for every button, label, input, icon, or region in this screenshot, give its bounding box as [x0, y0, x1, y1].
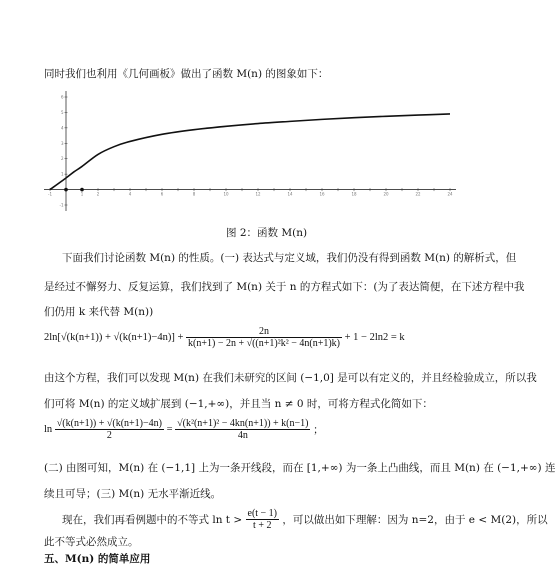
curve-m-n	[50, 114, 450, 190]
eq2-ln: ln	[44, 424, 53, 435]
x-tick-label: 12	[255, 191, 261, 197]
x-tick-label: 20	[383, 191, 389, 197]
y-tick-label: 2	[60, 156, 64, 162]
section-heading: 五、M(n) 的简单应用	[44, 553, 151, 565]
inequality-fraction	[246, 508, 280, 531]
eq2-lhs-num: √(k(n+1)) + √(k(n+1)−4n)	[56, 418, 162, 429]
para3-line2: 续且可导；(三) M(n) 无水平渐近线。	[44, 488, 222, 500]
x-tick-label: 6	[160, 191, 164, 197]
para1-line3: 们仍用 k 来代替 M(n))	[44, 306, 154, 318]
ineq-num: e(t − 1)	[247, 508, 278, 519]
equation-2	[44, 418, 324, 441]
para4-line1	[62, 508, 548, 531]
eq1-right: + 1 − 2ln2 = k	[344, 332, 405, 343]
y-tick-label: 6	[60, 94, 64, 100]
para2-line1: 由这个方程，我们可以发现 M(n) 在我们未研究的区间 (−1,0] 是可以有定义的，并且经检验成立，所以我	[44, 372, 537, 384]
eq2-lhs-fraction	[55, 418, 164, 441]
eq1-frac-den: k(n+1) − 2n + √((n+1)²k² − 4n(n+1)k)	[188, 338, 340, 349]
intro-line: 同时我们也利用《几何画板》做出了函数 M(n) 的图象如下：	[44, 68, 329, 80]
marked-point	[80, 188, 84, 192]
x-tick-label: 10	[223, 191, 229, 197]
eq1-left: 2ln[√(k(n+1)) + √(k(n+1)−4n)] +	[44, 332, 184, 343]
eq1-fraction	[186, 326, 342, 349]
y-tick-label: 1	[60, 171, 64, 177]
function-graph	[44, 91, 456, 211]
x-tick-label: 16	[319, 191, 325, 197]
x-tick-label: 14	[287, 191, 293, 197]
ineq-den: t + 2	[253, 520, 272, 531]
equation-1	[44, 326, 405, 349]
eq2-end: ；	[313, 425, 324, 436]
eq2-rhs-num: √(k²(n+1)² − 4kn(n+1)) + k(n−1)	[177, 418, 309, 429]
para3-line1: (二) 由图可知，M(n) 在 (−1,1] 上为一条开线段，而在 [1,+∞) 为一条上凸曲线，而且 M(n) 在 (−1,+∞) 连	[44, 462, 555, 474]
x-tick-label: 1	[80, 191, 84, 197]
y-tick-label: 3	[60, 140, 64, 146]
para4-text-b: ，可以做出如下理解：因为 n=2，由于 e < M(2)，所以	[282, 514, 548, 526]
x-tick-label: 22	[415, 191, 421, 197]
para4-text-a: 现在，我们再看例题中的不等式 ln t >	[62, 514, 243, 526]
x-tick-label: 4	[128, 191, 132, 197]
eq2-rhs-fraction	[175, 418, 310, 441]
y-tick-label: 5	[60, 109, 64, 115]
para2-line2: 们可将 M(n) 的定义域扩展到 (−1,+∞)，并且当 n ≠ 0 时，可将方程式化简如下：	[44, 398, 433, 410]
x-tick-label: 8	[192, 191, 196, 197]
x-tick-label: -1	[48, 191, 52, 197]
eq2-lhs-den: 2	[106, 430, 112, 441]
para1-line1: 下面我们讨论函数 M(n) 的性质。(一) 表达式与定义域，我们仍没有得到函数 M(n) 的解析式，但	[62, 252, 517, 264]
y-tick-label: 4	[60, 125, 64, 131]
x-tick-label: 24	[447, 191, 453, 197]
eq1-frac-num: 2n	[186, 326, 342, 338]
x-tick-label: 18	[351, 191, 357, 197]
eq2-equals: =	[166, 424, 173, 435]
para1-line2: 是经过不懈努力、反复运算，我们找到了 M(n) 关于 n 的方程式如下：(为了表达简便，在下述方程中我	[44, 281, 525, 293]
eq2-rhs-den: 4n	[237, 430, 248, 441]
figure-caption: 图 2：函数 M(n)	[226, 227, 308, 239]
marked-point	[64, 188, 68, 192]
y-tick-label: -1	[59, 202, 64, 208]
x-tick-label: 2	[96, 191, 100, 197]
para4-line2: 此不等式必然成立。	[44, 536, 139, 548]
